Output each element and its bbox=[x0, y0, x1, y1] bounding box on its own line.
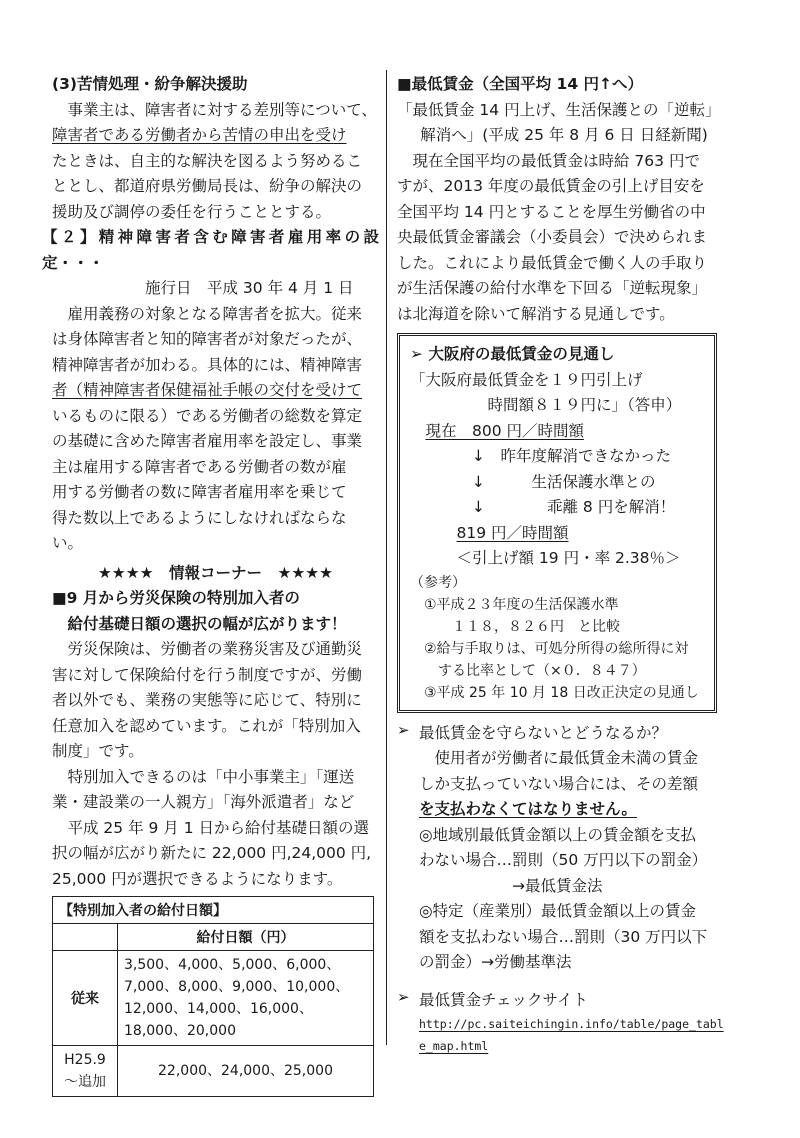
osaka-quote: 時間額８１９円に」（答申） bbox=[487, 396, 682, 414]
osaka-ref-item: ③平成 25 年 10 月 18 日改正決定の見通し bbox=[424, 684, 699, 701]
check-site-title: 最低賃金チェックサイト bbox=[419, 990, 588, 1009]
s2-line: は身体障害者と知的障害者が対象だったが、 bbox=[52, 330, 363, 348]
s2-line: 精神障害者が加わる。具体的には、精神障害 bbox=[52, 355, 363, 374]
s3-line: ととし、都道府県労働局長は、紛争の解決の bbox=[52, 177, 363, 195]
penalty-law: →最低賃金法 bbox=[512, 876, 603, 895]
arrow-bullet-icon: ➢ bbox=[397, 720, 410, 739]
amount-line: 12,000、14,000、16,000、 bbox=[124, 1001, 313, 1017]
table-col-header: 給付日額（円） bbox=[118, 924, 374, 951]
min-wage-line: した。これにより最低賃金で働く人の手取り bbox=[397, 253, 708, 272]
osaka-ref-item: １１８，８２６円 と比較 bbox=[452, 618, 620, 635]
info-corner-header: ★★★★ 情報コーナー ★★★★ bbox=[97, 563, 334, 582]
check-site-link[interactable]: http://pc.saiteichingin.info/table/page_tabl bbox=[419, 1017, 724, 1031]
tokubetsu-title: 給付基礎日額の選択の幅が広がります！ bbox=[67, 614, 347, 633]
min-wage-quote: 「最低賃金 14 円上げ、生活保護との「逆転」 bbox=[397, 100, 721, 119]
osaka-ref-item: ②給与手取りは、可処分所得の総所得に対 bbox=[424, 640, 689, 657]
osaka-new: 819 円／時間額 bbox=[456, 523, 569, 542]
s2-line: 主は雇用する障害者である労働者の数が雇 bbox=[52, 457, 347, 476]
tokubetsu-line: 労災保険は、労働者の業務災害及び通勤災 bbox=[67, 640, 363, 658]
s2-line: 雇用義務の対象となる障害者を拡大。従来 bbox=[67, 304, 363, 323]
penalty-section bbox=[397, 721, 717, 747]
tokubetsu-line: 特別加入できるのは「中小事業主」「運送 bbox=[67, 767, 355, 786]
osaka-ref-item: する比率として（×０．８４７） bbox=[438, 662, 646, 679]
arrow-bullet-icon: ➢ bbox=[397, 987, 410, 1006]
min-wage-line: 全国平均 14 円とすることを厚生労働省の中 bbox=[397, 202, 706, 221]
right-column bbox=[397, 72, 724, 1057]
tokubetsu-line: 害に対して保険給付を行う制度ですが、労働 bbox=[52, 665, 363, 684]
osaka-arrow: ↓ 乖離 8 円を解消！ bbox=[472, 498, 676, 516]
s3-line: たときは、自主的な解決を図るよう努めるこ bbox=[52, 151, 363, 170]
s2-line: 用する労働者の数に障害者雇用率を乗じて bbox=[52, 483, 347, 501]
column-divider bbox=[386, 70, 387, 1045]
min-wage-line: 央最低賃金審議会（小委員会）で決められま bbox=[397, 228, 708, 246]
min-wage-quote: 解消へ」(平成 25 年 8 月 6 日 日経新聞) bbox=[420, 126, 708, 144]
penalty-line: しか支払っていない場合には、その差額 bbox=[419, 774, 699, 793]
tokubetsu-title: ■9 月から労災保険の特別加入者の bbox=[52, 589, 300, 607]
penalty-question: 最低賃金を守らないとどうなるか？ bbox=[419, 723, 668, 742]
tokubetsu-line: 者以外でも、業務の実態等に応じて、特別に bbox=[52, 691, 362, 709]
min-wage-line: が生活保護の給付水準を下回る「逆転現象」 bbox=[397, 279, 708, 297]
check-site-section bbox=[397, 988, 717, 1014]
tokubetsu-line: 25,000 円が選択できるようになります。 bbox=[52, 869, 343, 888]
min-wage-line: は北海道を除いて解消する見通しです。 bbox=[397, 304, 675, 323]
amount-line: 18,000、20,000 bbox=[124, 1023, 236, 1039]
penalty-line: を支払わなくてはなりません。 bbox=[419, 800, 637, 818]
s2-line: い。 bbox=[52, 534, 84, 552]
osaka-quote: 「大阪府最低賃金を１９円引上げ bbox=[410, 370, 643, 389]
table-title: 【特別加入者の給付日額】 bbox=[53, 897, 374, 924]
benefit-table bbox=[52, 896, 374, 1097]
check-site-link[interactable]: e_map.html bbox=[419, 1039, 489, 1053]
s2-line: の基礎に含めた障害者雇用率を設定し、事業 bbox=[52, 432, 363, 450]
penalty-item: の罰金）→労働基準法 bbox=[419, 953, 572, 971]
table-cell: 22,000、24,000、25,000 bbox=[118, 1046, 374, 1097]
penalty-line: 使用者が労働者に最低賃金未満の賃金 bbox=[434, 749, 699, 767]
tokubetsu-line: 任意加入を認めています。これが「特別加入 bbox=[52, 716, 361, 735]
osaka-ref-item: ①平成２３年度の生活保護水準 bbox=[424, 596, 619, 613]
osaka-arrow: ↓ 生活保護水準との bbox=[472, 472, 656, 491]
min-wage-line: 現在全国平均の最低賃金は時給 763 円で bbox=[412, 151, 700, 170]
s2-line: 得た数以上であるようにしなければならな bbox=[52, 508, 347, 527]
s3-line: 援助及び調停の委任を行うこととする。 bbox=[52, 202, 332, 221]
table-row-label: H25.9 ～追加 bbox=[53, 1046, 118, 1097]
amount-line: 7,000、8,000、9,000、10,000、 bbox=[124, 979, 350, 995]
osaka-title: ➢ 大阪府の最低賃金の見通し bbox=[410, 345, 615, 363]
left-column bbox=[42, 72, 379, 1097]
tokubetsu-line: 択の幅が広がり新たに 22,000 円,24,000 円, bbox=[52, 844, 372, 862]
osaka-ref: （参考） bbox=[410, 574, 466, 591]
min-wage-title: ■最低賃金（全国平均 14 円↑へ） bbox=[397, 75, 643, 93]
table-row-label: 従来 bbox=[53, 951, 118, 1046]
s3-line: 事業主は、障害者に対する差別等について、 bbox=[67, 100, 377, 119]
osaka-box bbox=[397, 333, 717, 713]
penalty-item: わない場合…罰則（50 万円以下の罰金） bbox=[419, 851, 708, 869]
s3-line: 障害者である労働者から苦情の申出を受け bbox=[52, 126, 347, 144]
effective-date: 施行日 平成 30 年 4 月 1 日 bbox=[145, 279, 354, 297]
table-cell bbox=[118, 951, 374, 1046]
tokubetsu-line: 平成 25 年 9 月 1 日から給付基礎日額の選 bbox=[67, 818, 370, 837]
tokubetsu-line: 制度」です。 bbox=[52, 742, 144, 760]
section-3-title: (3)苦情処理・紛争解決援助 bbox=[52, 75, 248, 93]
osaka-current: 現在 800 円／時間額 bbox=[425, 421, 585, 440]
s2-line: 者（精神障害者保健福祉手帳の交付を受けて bbox=[52, 381, 363, 399]
penalty-item: ◎特定（産業別）最低賃金額以上の賃金 bbox=[419, 902, 697, 920]
penalty-item: ◎地域別最低賃金額以上の賃金額を支払 bbox=[419, 825, 697, 844]
min-wage-line: すが、2013 年度の最低賃金の引上げ目安を bbox=[397, 177, 705, 195]
s2-line: いるものに限る）である労働者の総数を算定 bbox=[52, 406, 363, 425]
tokubetsu-line: 業・建設業の一人親方」「海外派遣者」など bbox=[52, 793, 355, 811]
osaka-arrow: ↓ 昨年度解消できなかった bbox=[472, 447, 671, 465]
osaka-raise: ＜引上げ額 19 円・率 2.38％＞ bbox=[456, 549, 681, 567]
amount-line: 3,500、4,000、5,000、6,000、 bbox=[124, 957, 341, 973]
section-2-title: 【２】精神障害者含む障害者雇用率の設定・・・ bbox=[42, 228, 379, 272]
penalty-item: 額を支払わない場合…罰則（30 万円以下 bbox=[419, 927, 708, 946]
